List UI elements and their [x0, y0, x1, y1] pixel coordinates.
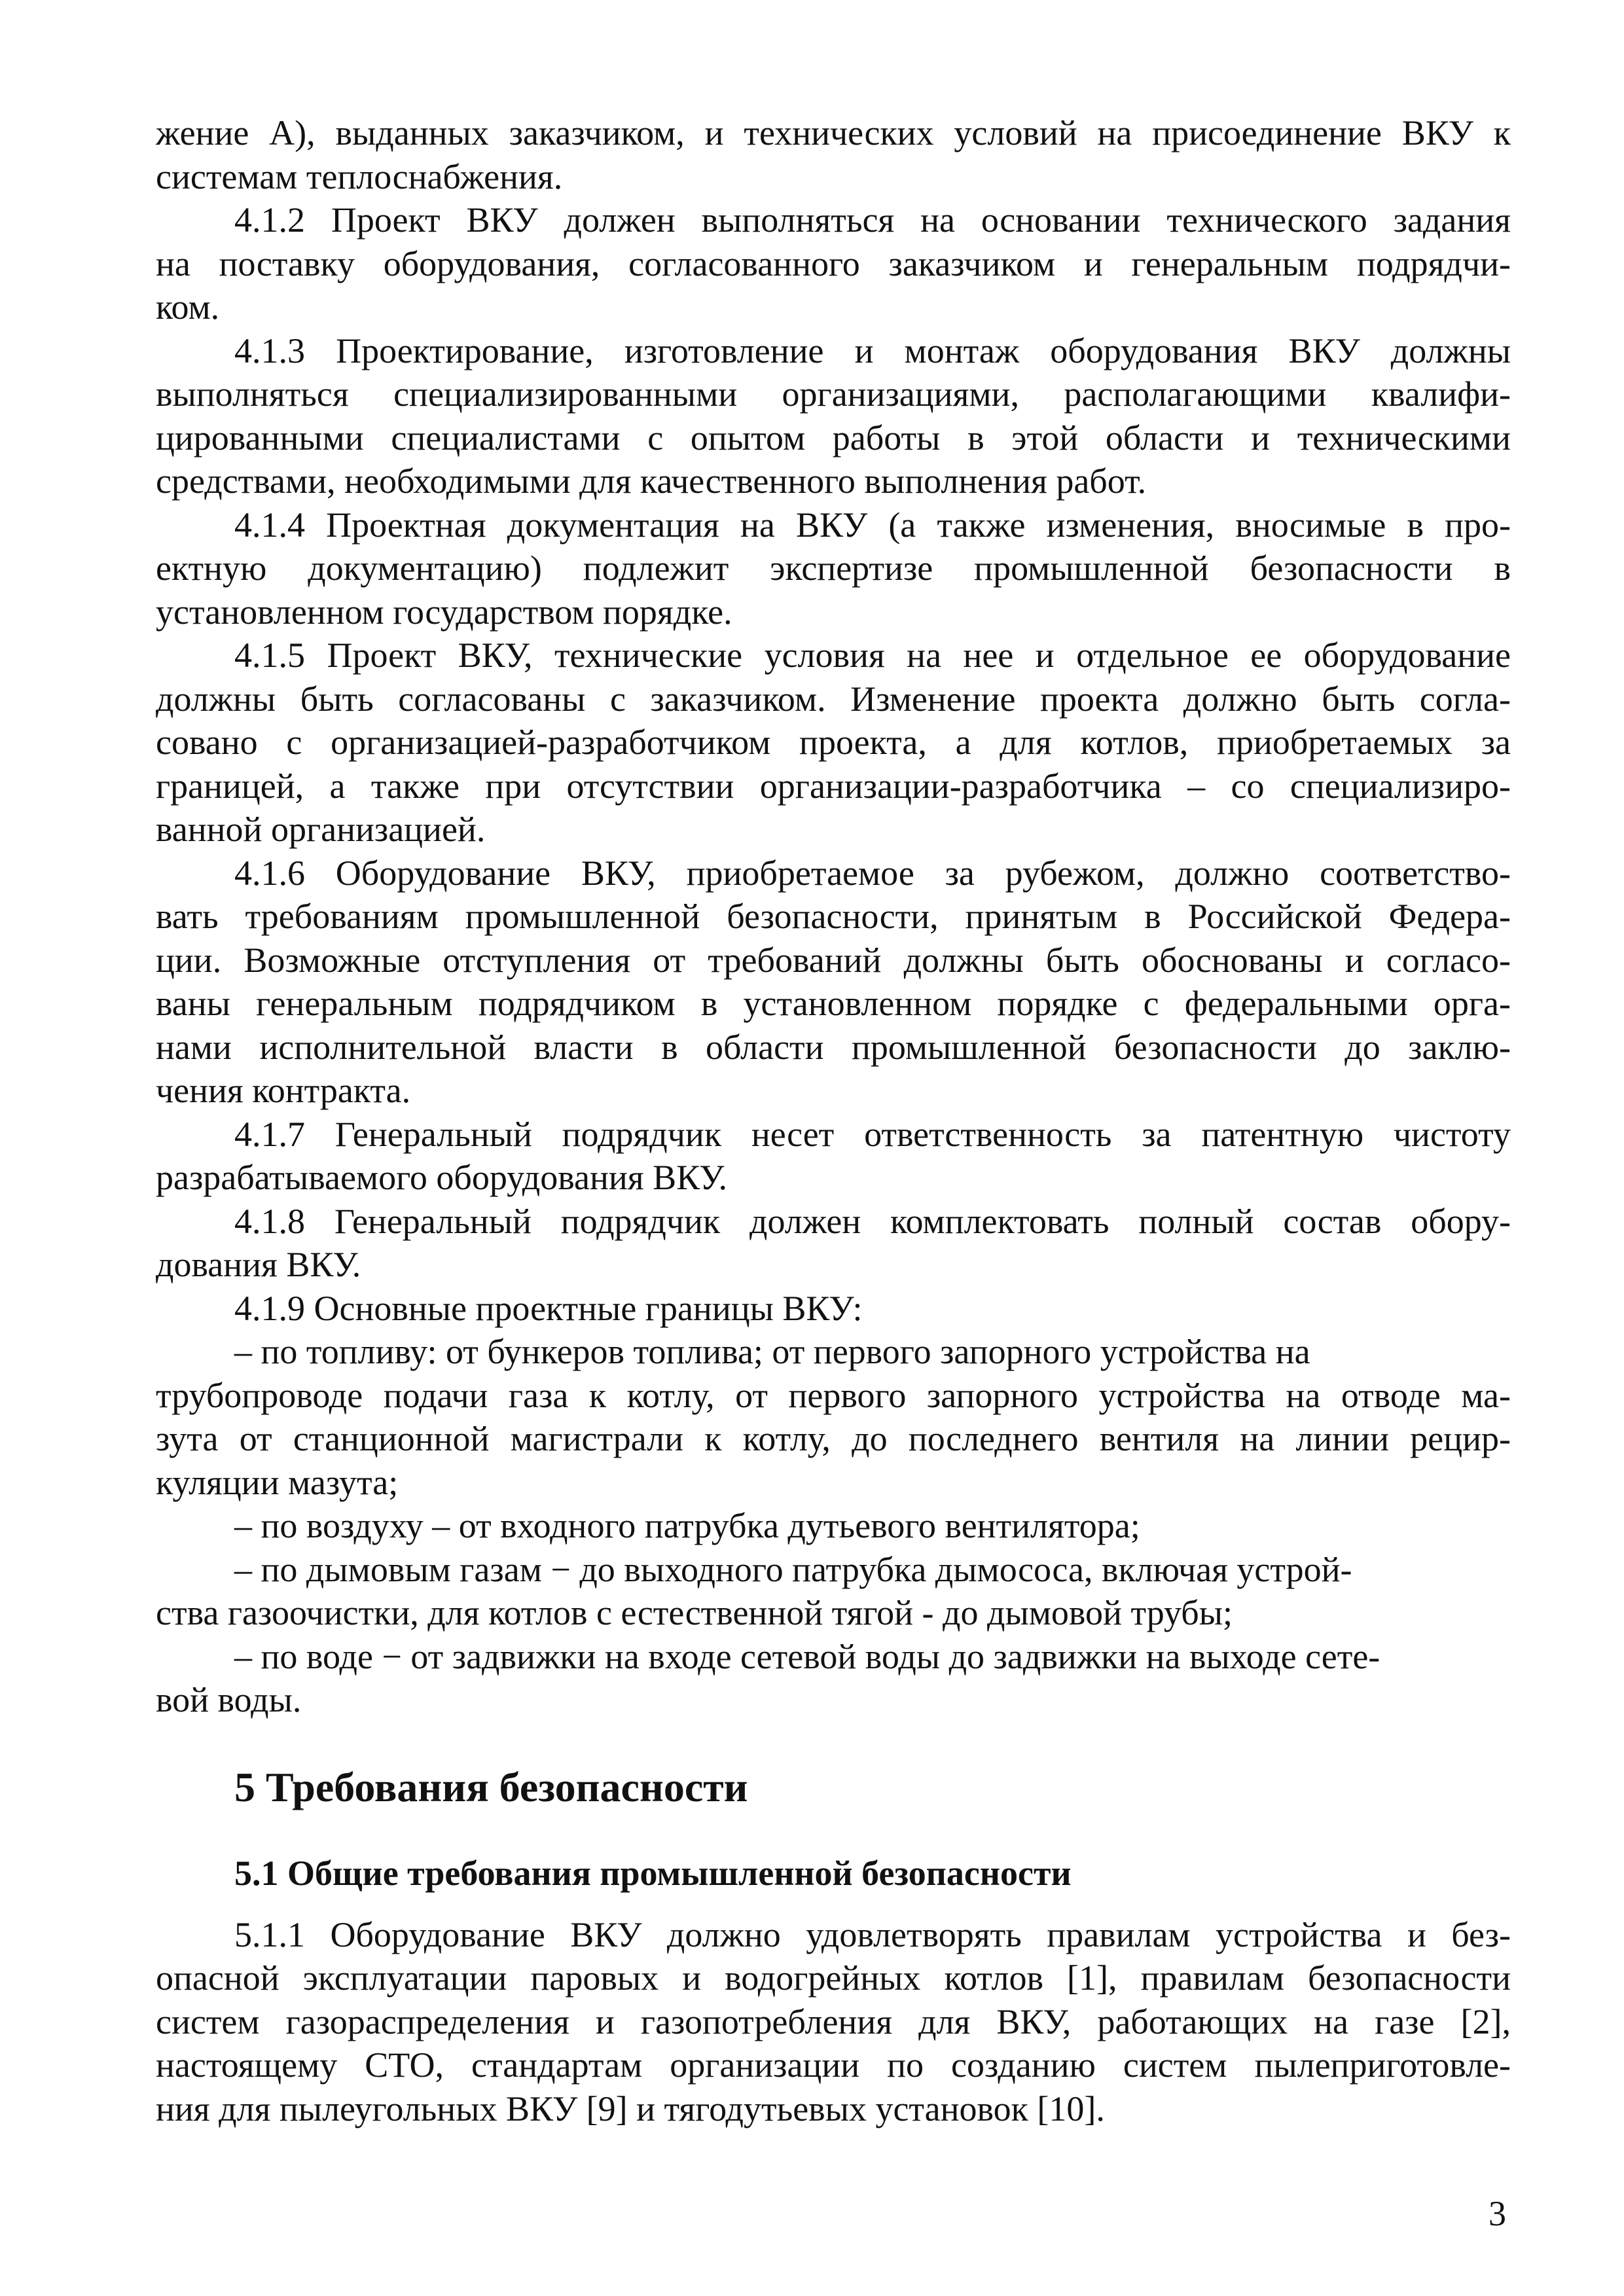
text-line: 4.1.7 Генеральный подрядчик несет ответственность за патентную чистоту [234, 1114, 1511, 1154]
text-line: ком. [156, 287, 220, 327]
spacer [156, 1895, 1511, 1913]
text-line: нами исполнительной власти в области промышленной безопасности до заклю- [156, 1027, 1511, 1067]
text-line: куляции мазута; [156, 1462, 399, 1502]
list-item-flue-gas [156, 1548, 1511, 1635]
spacer [156, 1722, 1511, 1761]
paragraph-4-1-8 [156, 1200, 1511, 1287]
text-line: ваны генеральным подрядчиком в установленном порядке с федеральными орга- [156, 984, 1511, 1023]
page-number: 3 [1489, 2194, 1506, 2233]
text-line: выполняться специализированными организациями, располагающими квалифи- [156, 374, 1511, 414]
text-line: – по дымовым газам − до выходного патрубка дымососа, включая устрой- [234, 1549, 1352, 1589]
text-line: системам теплоснабжения. [156, 156, 563, 196]
text-line: цированными специалистами с опытом работы в этой области и техническими [156, 418, 1511, 457]
text-line: ектную документацию) подлежит экспертизе промышленной безопасности в [156, 548, 1511, 588]
text-line: чения контракта. [156, 1071, 411, 1110]
spacer [156, 1814, 1511, 1852]
text-line: – по топливу: от бункеров топлива; от первого запорного устройства на [234, 1332, 1310, 1371]
paragraph-4-1-2 [156, 198, 1511, 329]
text-line: 4.1.9 Основные проектные границы ВКУ: [234, 1288, 863, 1328]
text-line: ванной организацией. [156, 810, 486, 849]
list-item-fuel [156, 1330, 1511, 1504]
text-line: зута от станционной магистрали к котлу, до последнего вентиля на линии рецир- [156, 1419, 1511, 1458]
paragraph-5-1-1 [156, 1913, 1511, 2131]
text-line: ства газоочистки, для котлов с естественной тягой - до дымовой трубы; [156, 1593, 1233, 1632]
text-line: 4.1.6 Оборудование ВКУ, приобретаемое за рубежом, должно соответство- [234, 853, 1511, 893]
document-page [156, 111, 1511, 2130]
text-line: – по воде − от задвижки на входе сетевой воды до задвижки на выходе сете- [234, 1636, 1380, 1676]
list-item-air [156, 1504, 1511, 1548]
text-line: вать требованиям промышленной безопасности, принятым в Российской Федера- [156, 897, 1511, 936]
text-line: 4.1.8 Генеральный подрядчик должен комплектовать полный состав обору- [234, 1201, 1511, 1241]
text-line: 4.1.2 Проект ВКУ должен выполняться на основании технического задания [234, 200, 1511, 240]
text-line: разрабатываемого оборудования ВКУ. [156, 1158, 727, 1197]
text-line: должны быть согласованы с заказчиком. Изменение проекта должно быть согла- [156, 679, 1511, 719]
text-line: дования ВКУ. [156, 1245, 361, 1284]
text-line: совано с организацией-разработчиком проекта, а для котлов, приобретаемых за [156, 723, 1511, 762]
text-line: опасной эксплуатации паровых и водогрейных котлов [1], правилам безопасности [156, 1958, 1511, 1998]
paragraph-4-1-9 [156, 1287, 1511, 1331]
paragraph-4-1-7 [156, 1113, 1511, 1200]
text-line: трубопроводе подачи газа к котлу, от первого запорного устройства на отводе ма- [156, 1375, 1511, 1415]
paragraph-4-1-5 [156, 634, 1511, 852]
list-item-water [156, 1635, 1511, 1722]
paragraph-4-1-3 [156, 329, 1511, 503]
text-line: 5.1.1 Оборудование ВКУ должно удовлетворять правилам устройства и без- [234, 1914, 1511, 1954]
text-line: ния для пылеугольных ВКУ [9] и тягодутьевых установок [10]. [156, 2089, 1105, 2128]
text-line: 4.1.3 Проектирование, изготовление и монтаж оборудования ВКУ должны [234, 331, 1511, 370]
text-line: средствами, необходимыми для качественного выполнения работ. [156, 461, 1147, 501]
text-line: настоящему СТО, стандартам организации по созданию систем пылеприготовле- [156, 2045, 1511, 2085]
text-line: жение А), выданных заказчиком, и технических условий на присоединение ВКУ к [156, 113, 1511, 152]
text-line: границей, а также при отсутствии организации-разработчика – со специализиро- [156, 766, 1511, 806]
text-line: 4.1.5 Проект ВКУ, технические условия на нее и отдельное ее оборудование [234, 636, 1511, 675]
text-line: – по воздуху – от входного патрубка дутьевого вентилятора; [234, 1506, 1140, 1545]
paragraph-4-1-4 [156, 503, 1511, 634]
text-line: 4.1.4 Проектная документация на ВКУ (а также изменения, вносимые в про- [234, 505, 1511, 545]
text-line: систем газораспределения и газопотребления для ВКУ, работающих на газе [2], [156, 2001, 1511, 2041]
text-line: установленном государством порядке. [156, 592, 732, 632]
text-line: на поставку оборудования, согласованного заказчиком и генеральным подрядчи- [156, 243, 1511, 283]
text-line: ции. Возможные отступления от требований должны быть обоснованы и согласо- [156, 940, 1511, 980]
section-heading: 5 Требования безопасности [234, 1763, 748, 1810]
paragraph-4-1-6 [156, 852, 1511, 1113]
subsection-heading: 5.1 Общие требования промышленной безопасности [234, 1853, 1072, 1893]
paragraph-continuation [156, 111, 1511, 198]
text-line: вой воды. [156, 1680, 302, 1719]
